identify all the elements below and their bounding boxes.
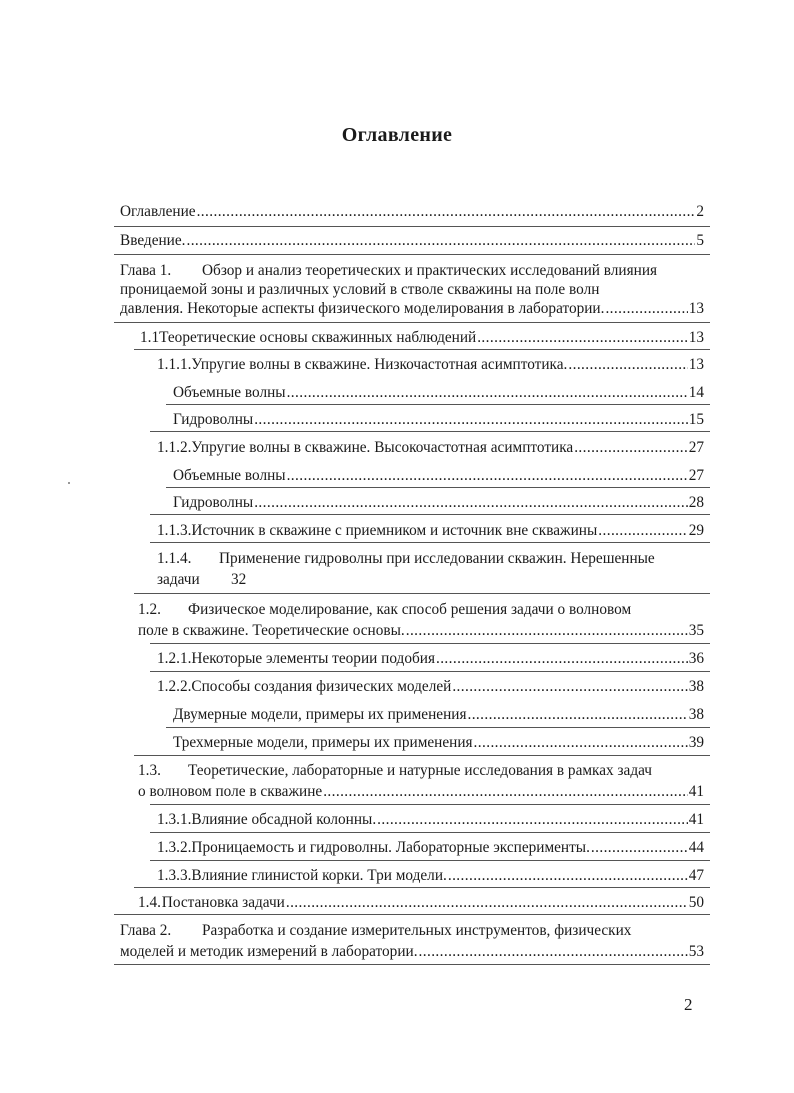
toc-entry-contents[interactable] <box>120 203 704 220</box>
toc-entry-text: Источник в скважине с приемником и источник вне скважины <box>191 522 598 539</box>
toc-entry-text: Теоретические основы скважинных наблюдений <box>159 329 477 346</box>
leader-dots <box>591 839 688 856</box>
toc-entry-page: 32 <box>231 571 247 588</box>
toc-entry-chapter-1-line-3 <box>120 300 704 317</box>
toc-entry-number: 1.1 <box>140 329 160 346</box>
divider <box>150 542 710 543</box>
toc-entry-page: 35 <box>688 622 704 639</box>
toc-entry-text: Оглавление <box>120 203 196 220</box>
toc-entry-page: 41 <box>688 783 704 800</box>
toc-entry-1-1[interactable] <box>140 329 704 346</box>
toc-entry-text-line: Применение гидроволны при исследовании скважин. Нерешенные <box>219 550 655 567</box>
toc-entry-page: 47 <box>688 867 704 884</box>
leader-dots <box>568 356 687 373</box>
leader-dots <box>452 678 687 695</box>
toc-entry-1-1-3[interactable] <box>157 522 704 539</box>
toc-entry-1-1-1[interactable] <box>157 356 704 373</box>
toc-entry-text-line: задачи <box>157 571 200 588</box>
toc-entry-1-3-2[interactable] <box>157 839 704 856</box>
scan-speck <box>68 482 70 484</box>
toc-entry-1-1-2[interactable] <box>157 439 704 456</box>
toc-entry-text-line: Разработка и создание измерительных инструментов, физических <box>202 922 632 939</box>
toc-entry-text: Постановка задачи <box>161 894 285 911</box>
leader-dots <box>598 522 687 539</box>
toc-entry-text: Некоторые элементы теории подобия <box>191 650 435 667</box>
divider <box>134 755 710 756</box>
toc-entry-text-line: о волновом поле в скважине <box>138 783 323 800</box>
toc-entry-page: 13 <box>688 300 704 317</box>
toc-entry-2d-models[interactable] <box>173 706 704 723</box>
toc-entry-number: 1.2. <box>138 601 161 618</box>
divider <box>114 254 710 255</box>
toc-entry-number: 1.3.3. <box>157 867 192 884</box>
toc-entry-1-1-4[interactable] <box>157 550 655 567</box>
toc-entry-chapter-2-line-2 <box>120 943 704 960</box>
toc-entry-text-line: Обзор и анализ теоретических и практических исследований влияния <box>202 262 658 279</box>
toc-entry-page: 15 <box>688 411 704 428</box>
toc-entry-chapter-1-line-2 <box>120 281 599 298</box>
toc-entry-number: 1.3. <box>138 762 161 779</box>
toc-entry-page: 53 <box>688 943 704 960</box>
toc-entry-page: 39 <box>688 734 704 751</box>
toc-entry-1-2-1[interactable] <box>157 650 704 667</box>
toc-entry-page: 38 <box>688 706 704 723</box>
divider <box>150 643 710 644</box>
toc-entry-text: Упругие волны в скважине. Высокочастотная асимптотика <box>191 439 574 456</box>
toc-entry-text: Объемные волны <box>173 467 286 484</box>
toc-entry-page: 44 <box>688 839 704 856</box>
divider <box>150 804 710 805</box>
divider <box>150 860 710 861</box>
toc-entry-introduction[interactable] <box>120 232 704 249</box>
toc-entry-text: Двумерные модели, примеры их применения <box>173 706 467 723</box>
page-title: Оглавление <box>341 124 453 146</box>
toc-entry-text: Трехмерные модели, примеры их применения <box>173 734 473 751</box>
toc-entry-text-line: моделей и методик измерений в лаборатории. <box>120 943 418 960</box>
toc-entry-text-line: Теоретические, лабораторные и натурные исследования в рамках задач <box>188 762 652 779</box>
toc-entry-tube-waves[interactable] <box>173 494 704 511</box>
divider <box>150 514 710 515</box>
toc-entry-1-2-2[interactable] <box>157 678 704 695</box>
toc-entry-chapter-2[interactable] <box>120 922 631 939</box>
toc-entry-1-2-line-2 <box>138 622 704 639</box>
toc-entry-number: Глава 1. <box>120 262 172 279</box>
toc-entry-page: 38 <box>688 678 704 695</box>
toc-entry-1-2[interactable] <box>138 601 631 618</box>
leader-dots <box>406 622 688 639</box>
leader-dots <box>574 439 688 456</box>
toc-entry-number: 1.1.1. <box>157 356 192 373</box>
toc-entry-number: 1.1.4. <box>157 550 192 567</box>
toc-entry-tube-waves[interactable] <box>173 411 704 428</box>
toc-entry-text: Влияние обсадной колонны. <box>191 811 377 828</box>
divider <box>114 226 710 227</box>
leader-dots <box>254 411 688 428</box>
toc-entry-page: 29 <box>688 522 704 539</box>
leader-dots <box>286 894 688 911</box>
toc-entry-number: 1.4. <box>138 894 161 911</box>
toc-entry-text: Объемные волны <box>173 384 286 401</box>
toc-entry-1-3-line-2 <box>138 783 704 800</box>
divider <box>166 404 710 405</box>
toc-entry-text: Влияние глинистой корки. Три модели. <box>191 867 447 884</box>
toc-entry-text: Проницаемость и гидроволны. Лабораторные эксперименты. <box>191 839 590 856</box>
toc-entry-text: Введение. <box>120 232 186 249</box>
toc-entry-page: 5 <box>696 232 704 249</box>
toc-entry-body-waves[interactable] <box>173 384 704 401</box>
divider <box>134 887 710 888</box>
leader-dots <box>436 650 688 667</box>
toc-entry-1-3-3[interactable] <box>157 867 704 884</box>
leader-dots <box>605 300 687 317</box>
leader-dots <box>477 329 688 346</box>
toc-entry-number: 1.2.1. <box>157 650 192 667</box>
toc-entry-number: 1.3.2. <box>157 839 192 856</box>
toc-entry-page: 2 <box>696 203 704 220</box>
divider <box>150 832 710 833</box>
page-number: 2 <box>684 995 693 1014</box>
toc-entry-1-1-4-line-2 <box>157 571 246 588</box>
toc-entry-text: Гидроволны <box>173 494 254 511</box>
divider <box>150 671 710 672</box>
divider <box>134 593 710 594</box>
toc-entry-number: 1.2.2. <box>157 678 192 695</box>
leader-dots <box>323 783 688 800</box>
leader-dots <box>197 203 696 220</box>
leader-dots <box>287 384 688 401</box>
toc-entry-body-waves[interactable] <box>173 467 704 484</box>
toc-entry-page: 50 <box>688 894 704 911</box>
leader-dots <box>419 943 688 960</box>
toc-entry-text-line: проницаемой зоны и различных условий в стволе скважины на поле волн <box>120 281 600 298</box>
toc-entry-1-3-1[interactable] <box>157 811 704 828</box>
leader-dots <box>377 811 688 828</box>
toc-entry-page: 13 <box>688 356 704 373</box>
toc-entry-1-3[interactable] <box>138 762 652 779</box>
toc-entry-text: Гидроволны <box>173 411 254 428</box>
toc-entry-page: 41 <box>688 811 704 828</box>
toc-entry-page: 14 <box>688 384 704 401</box>
toc-entry-text-line: поле в скважине. Теоретические основы. <box>138 622 405 639</box>
divider <box>150 431 710 432</box>
divider <box>134 349 710 350</box>
leader-dots <box>474 734 688 751</box>
leader-dots <box>186 232 695 249</box>
leader-dots <box>467 706 687 723</box>
toc-entry-number: 1.1.2. <box>157 439 192 456</box>
toc-entry-3d-models[interactable] <box>173 734 704 751</box>
toc-entry-page: 27 <box>688 467 704 484</box>
toc-entry-number: Глава 2. <box>120 922 172 939</box>
toc-entry-text-line: давления. Некоторые аспекты физического моделирования в лаборатории. <box>120 300 605 317</box>
divider <box>114 322 710 323</box>
leader-dots <box>287 467 688 484</box>
divider <box>114 914 710 915</box>
toc-entry-page: 28 <box>688 494 704 511</box>
divider <box>166 487 710 488</box>
toc-entry-number: 1.1.3. <box>157 522 192 539</box>
toc-entry-page: 27 <box>688 439 704 456</box>
toc-entry-text-line: Физическое моделирование, как способ решения задачи о волновом <box>188 601 632 618</box>
divider <box>166 727 710 728</box>
toc-entry-page: 13 <box>688 329 704 346</box>
toc-entry-text: Способы создания физических моделей <box>191 678 452 695</box>
toc-entry-page: 36 <box>688 650 704 667</box>
toc-entry-chapter-1[interactable] <box>120 262 657 279</box>
leader-dots <box>448 867 688 884</box>
toc-entry-1-4[interactable] <box>138 894 704 911</box>
divider <box>114 964 710 965</box>
leader-dots <box>254 494 688 511</box>
toc-entry-number: 1.3.1. <box>157 811 192 828</box>
toc-entry-text: Упругие волны в скважине. Низкочастотная асимптотика. <box>191 356 568 373</box>
